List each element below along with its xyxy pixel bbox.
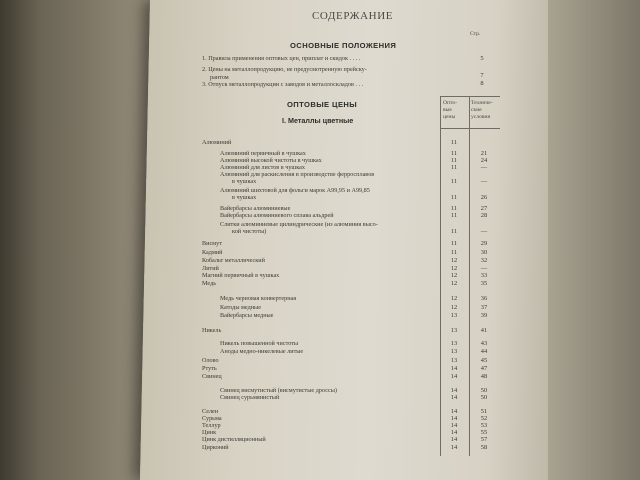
page-edge [548, 0, 640, 480]
contents-row-tech-page: 37 [480, 304, 488, 311]
contents-row-title: Вайербарсы алюминиевые [220, 205, 291, 212]
contents-row-title: Кобальт металлический [202, 257, 265, 264]
contents-row-title: Литий [202, 265, 219, 272]
contents-row-price-page: 13 [450, 357, 458, 364]
contents-row-title: Медь [202, 280, 217, 287]
contents-row-price-page: 11 [450, 164, 458, 171]
contents-row-tech-page: 21 [480, 150, 488, 157]
general-item-3-page: 8 [480, 80, 484, 87]
contents-row-title: Селен [202, 408, 219, 415]
column-header-tech: Техниче- ские условия [471, 100, 493, 120]
contents-row-price-page: 11 [450, 178, 458, 185]
contents-row-price-page: 13 [450, 327, 458, 334]
contents-row-price-page: 11 [450, 157, 458, 164]
contents-row-tech-page: 39 [480, 312, 488, 319]
contents-row-tech-page: 48 [480, 373, 488, 380]
contents-row-tech-page: — [480, 228, 488, 235]
table-col-rule-2 [469, 96, 470, 456]
contents-row-title: Цинк [202, 429, 217, 436]
contents-row-tech-page: 32 [480, 257, 488, 264]
contents-row-price-page: 11 [450, 194, 458, 201]
contents-row-tech-page: 30 [480, 249, 488, 256]
contents-row-tech-page: 41 [480, 327, 488, 334]
contents-row-tech-page: 28 [480, 212, 488, 219]
contents-row-price-page: 14 [450, 394, 458, 401]
contents-row-price-page: 14 [450, 444, 458, 451]
contents-row-price-page: 14 [450, 422, 458, 429]
contents-row-title: в чушках [232, 178, 257, 185]
contents-row-title: Слитки алюминиевые цилиндрические (из алюминия высо- [220, 221, 378, 228]
general-item-3: 3. Отпуск металлопродукции с заводов и металлоскладов . . . [202, 81, 364, 88]
contents-row-price-page: 12 [450, 295, 458, 302]
contents-row-title: Алюминий шихтовой для фольги марок А99,95 и А99,85 [220, 187, 370, 194]
contents-row-title: Катоды медные [220, 304, 261, 311]
contents-row-tech-page: 27 [480, 205, 488, 212]
contents-row-tech-page: 47 [480, 365, 488, 372]
contents-row-title: Цирконий [202, 444, 229, 451]
contents-row-tech-page: 29 [480, 240, 488, 247]
contents-row-price-page: 14 [450, 365, 458, 372]
contents-row-title: Медь черновая конвертерная [220, 295, 297, 302]
contents-row-price-page: 13 [450, 312, 458, 319]
contents-row-title: Свинец сурьмянистый [220, 394, 280, 401]
section-heading-general: ОСНОВНЫЕ ПОЛОЖЕНИЯ [290, 41, 397, 50]
contents-row-price-page: 11 [450, 150, 458, 157]
contents-row-tech-page: 50 [480, 394, 488, 401]
general-item-1: 1. Правила применения оптовых цен, приплат и скидок . . . . [202, 55, 361, 62]
contents-row-price-page: 14 [450, 436, 458, 443]
contents-row-title: Висмут [202, 240, 222, 247]
contents-row-title: Алюминий первичный в чушках [220, 150, 306, 157]
contents-row-tech-page: 43 [480, 340, 488, 347]
contents-row-title: Алюминий для раскисления в производстве ферросплавов [220, 171, 375, 178]
contents-row-price-page: 12 [450, 272, 458, 279]
page-column-header: Стр. [470, 31, 481, 37]
contents-row-price-page: 12 [450, 257, 458, 264]
contents-row-tech-page: 45 [480, 357, 488, 364]
contents-row-title: Кадмий [202, 249, 223, 256]
contents-row-title: Аноды медно-никелевые литые [220, 348, 304, 355]
contents-row-tech-page: 52 [480, 415, 488, 422]
contents-row-tech-page: 53 [480, 422, 488, 429]
contents-row-title: Теллур [202, 422, 221, 429]
contents-row-price-page: 14 [450, 373, 458, 380]
contents-row-tech-page: 57 [480, 436, 488, 443]
contents-row-price-page: 14 [450, 429, 458, 436]
contents-row-title: Никель повышенной чистоты [220, 340, 299, 347]
general-item-1-page: 5 [480, 55, 484, 62]
contents-row-title: Никель [202, 327, 222, 334]
contents-row-title: Вайербарсы медные [220, 312, 274, 319]
contents-row-tech-page: 58 [480, 444, 488, 451]
section-heading-prices: ОПТОВЫЕ ЦЕНЫ [287, 100, 358, 109]
table-header-rule [440, 128, 500, 129]
contents-row-title: Алюминий высокой чистоты в чушках [220, 157, 322, 164]
contents-row-title: Алюминий [202, 139, 232, 146]
contents-row-tech-page: — [480, 178, 488, 185]
contents-row-tech-page: 36 [480, 295, 488, 302]
contents-row-price-page: 11 [450, 205, 458, 212]
contents-row-tech-page: 50 [480, 387, 488, 394]
contents-row-price-page: 14 [450, 415, 458, 422]
contents-row-price-page: 11 [450, 228, 458, 235]
contents-row-title: Магний первичный в чушках [202, 272, 280, 279]
contents-row-price-page: 13 [450, 340, 458, 347]
contents-row-tech-page: 51 [480, 408, 488, 415]
contents-row-tech-page: — [480, 265, 488, 272]
contents-row-price-page: 12 [450, 304, 458, 311]
contents-row-price-page: 12 [450, 265, 458, 272]
general-item-2-cont: рантом [210, 74, 229, 81]
contents-row-title: кой чистоты) [232, 228, 267, 235]
contents-row-tech-page: 44 [480, 348, 488, 355]
contents-row-title: Олово [202, 357, 219, 364]
contents-row-title: Свинец [202, 373, 222, 380]
table-of-contents [172, 0, 502, 480]
contents-row-title: в чушках [232, 194, 257, 201]
contents-row-tech-page: 26 [480, 194, 488, 201]
contents-row-price-page: 12 [450, 280, 458, 287]
contents-row-price-page: 11 [450, 212, 458, 219]
contents-row-title: Свинец висмутистый (висмутистые дроссы) [220, 387, 337, 394]
contents-row-tech-page: 55 [480, 429, 488, 436]
contents-row-tech-page: 24 [480, 157, 488, 164]
contents-row-tech-page: — [480, 164, 488, 171]
contents-row-price-page: 11 [450, 240, 458, 247]
contents-row-price-page: 14 [450, 408, 458, 415]
contents-row-price-page: 11 [450, 249, 458, 256]
contents-row-tech-page: 35 [480, 280, 488, 287]
contents-row-title: Цинк дистилляционный [202, 436, 266, 443]
contents-row-price-page: 11 [450, 139, 458, 146]
contents-row-title: Вайербарсы алюминиевого сплава альдрей [220, 212, 334, 219]
contents-row-tech-page: 33 [480, 272, 488, 279]
contents-row-title: Алюминий для листов в чушках [220, 164, 305, 171]
subsection-heading: I. Металлы цветные [282, 116, 354, 125]
table-col-rule-1 [440, 96, 441, 456]
contents-row-price-page: 13 [450, 348, 458, 355]
table-top-rule [440, 96, 500, 97]
general-item-2-page: 7 [480, 72, 484, 79]
general-item-2: 2. Цены на металлопродукцию, не предусмотренную прейску- [202, 66, 367, 73]
contents-row-title: Сурьма [202, 415, 222, 422]
contents-row-title: Ртуть [202, 365, 217, 372]
contents-row-price-page: 14 [450, 387, 458, 394]
document-title: СОДЕРЖАНИЕ [312, 10, 394, 22]
column-header-prices: Опто- вые цены [443, 100, 458, 120]
